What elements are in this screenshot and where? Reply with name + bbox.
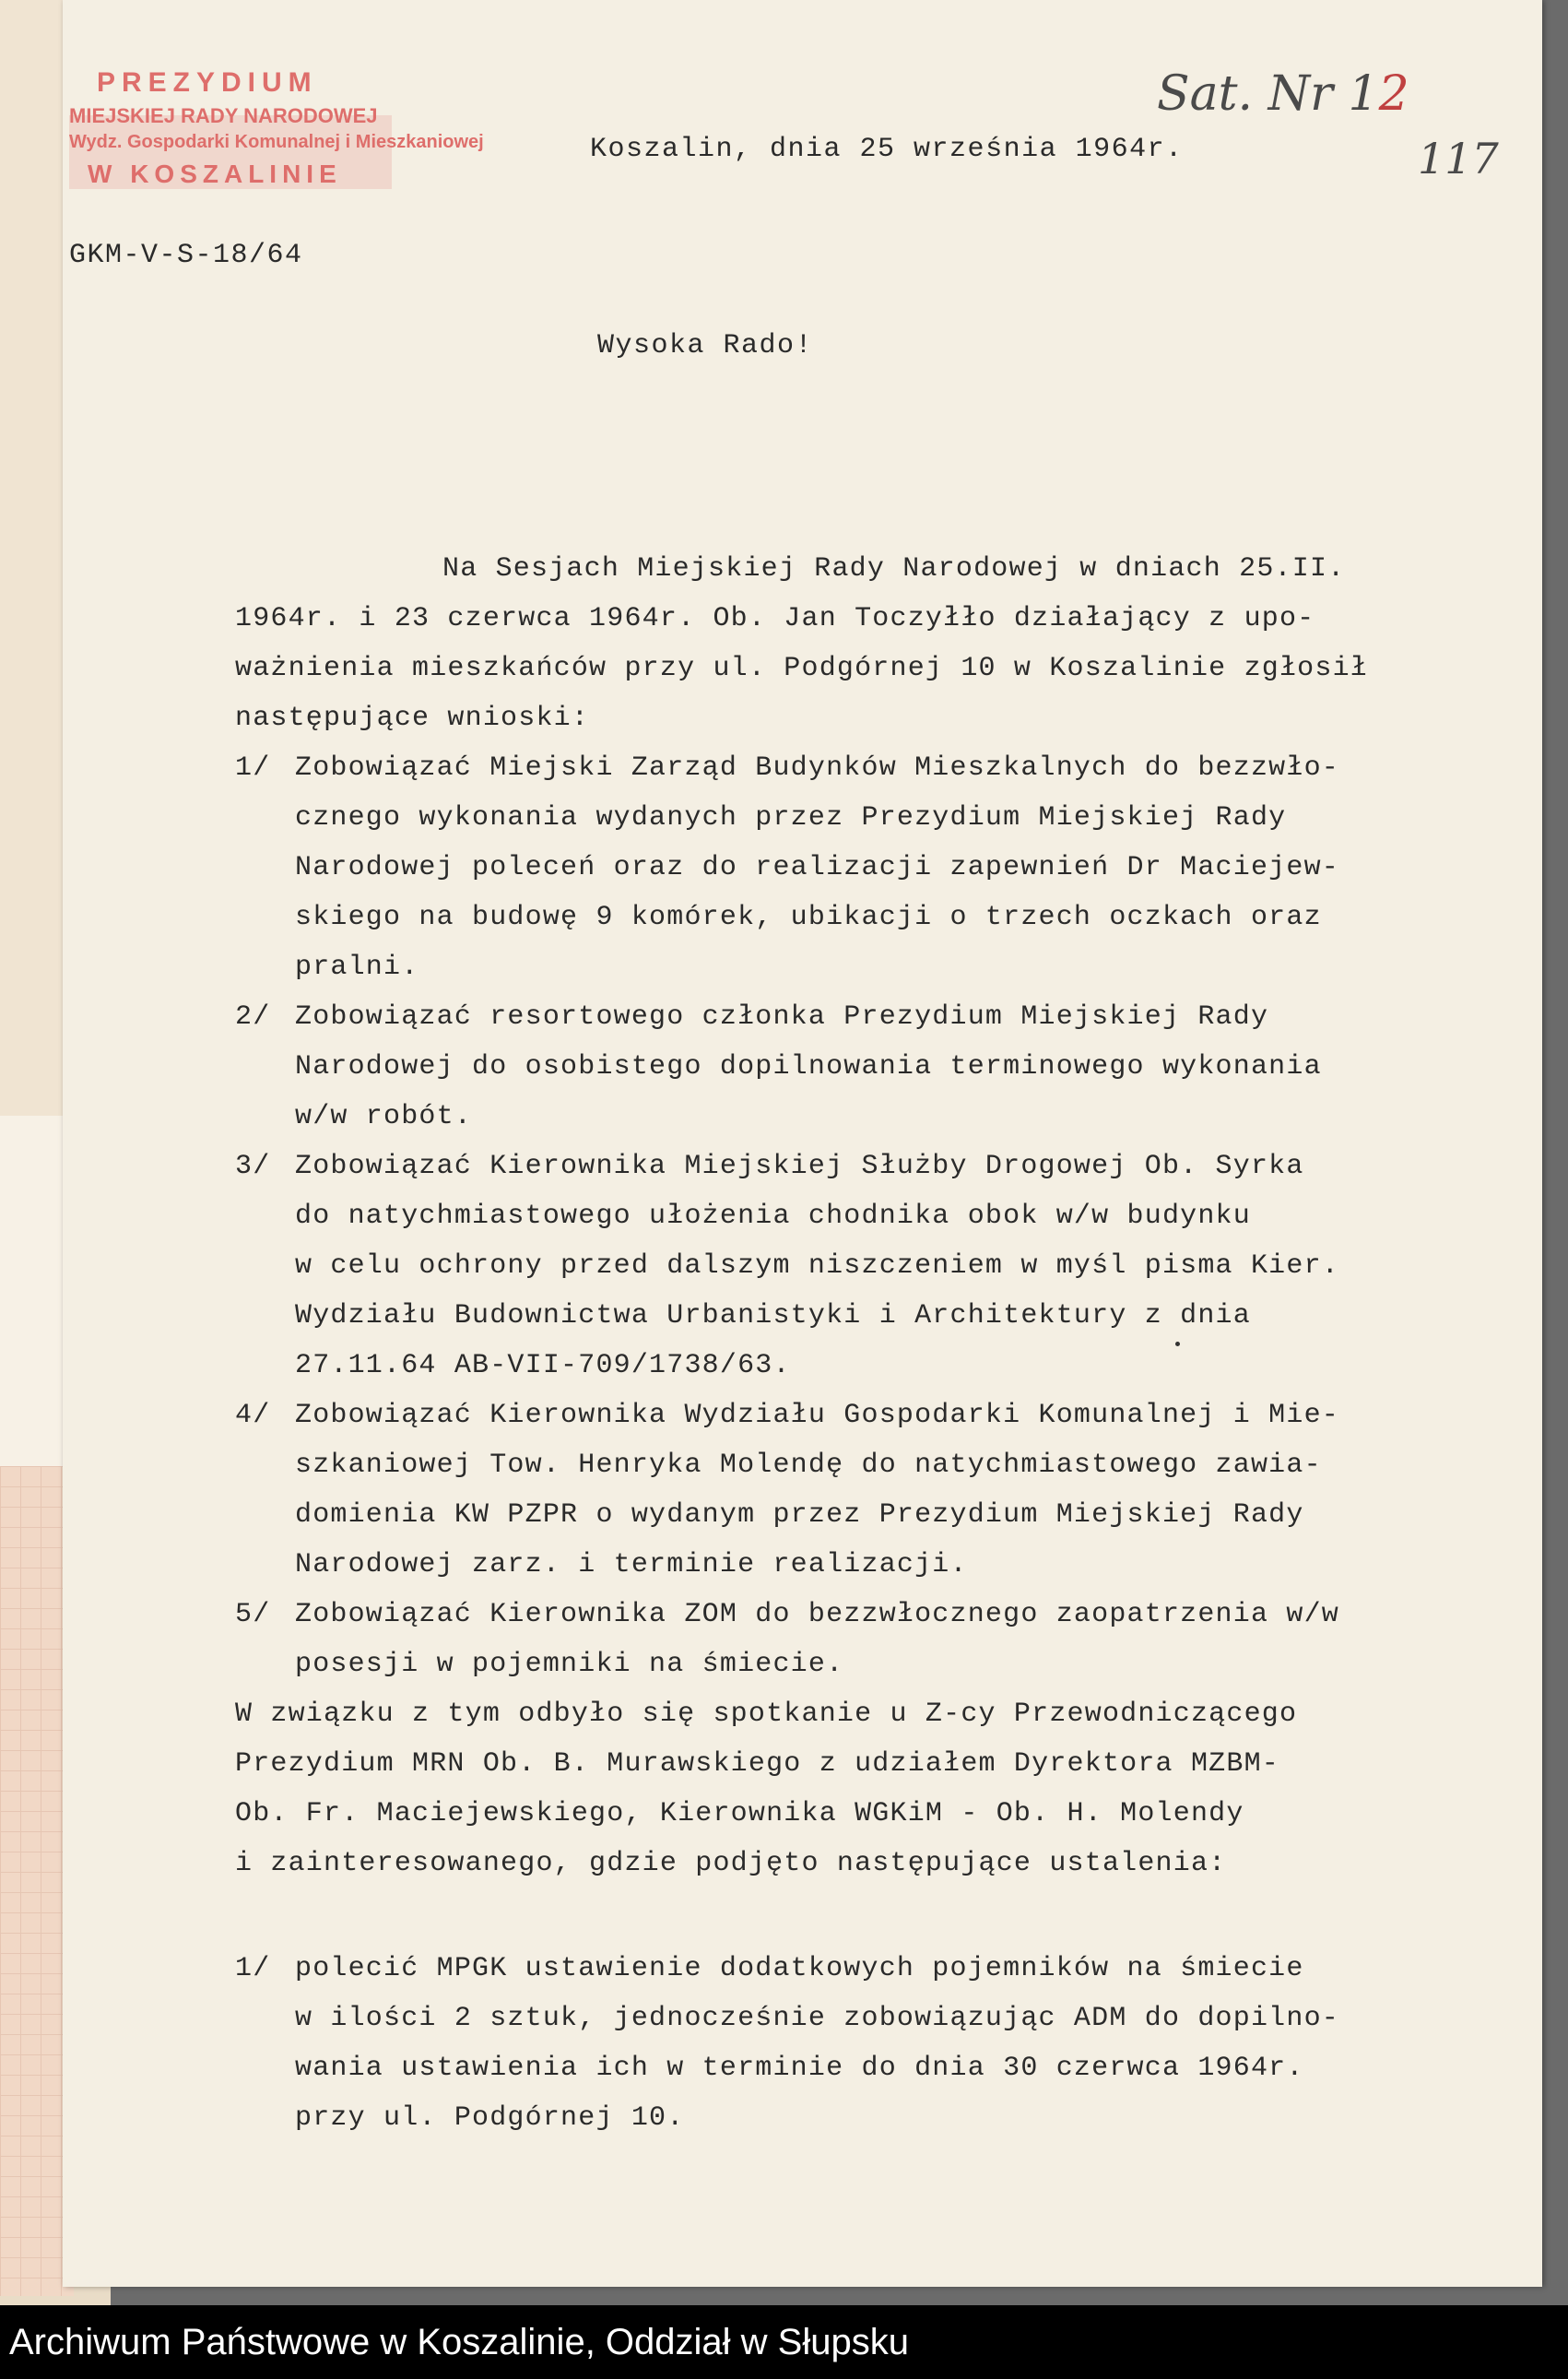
decision-line: przy ul. Podgórnej 10. <box>295 2102 685 2134</box>
item-number: 1/ <box>235 752 271 784</box>
list-item <box>235 1391 1507 1440</box>
decision-item <box>235 1944 1507 1994</box>
handwritten-sat-note <box>1157 66 1409 122</box>
archive-label: Archiwum Państwowe w Koszalinie, Oddział w Słupsku <box>9 2322 909 2362</box>
item-line: szkaniowej Tow. Henryka Molendę do natychmiastowego zawia- <box>295 1450 1322 1481</box>
intro-line: 1964r. i 23 czerwca 1964r. Ob. Jan Toczyłło działający z upo- <box>235 603 1315 634</box>
ink-dot <box>1175 1342 1180 1346</box>
official-stamp <box>69 60 484 221</box>
item-line: Narodowej do osobistego dopilnowania terminowego wykonania <box>295 1051 1322 1083</box>
item-line: w/w robót. <box>295 1101 473 1132</box>
stamp-line: W KOSZALINIE <box>88 160 342 188</box>
letter-body <box>235 544 1507 2143</box>
item-number: 3/ <box>235 1151 271 1182</box>
stamp-line: Wydz. Gospodarki Komunalnej i Mieszkaniowej <box>69 132 484 152</box>
spacer <box>235 1888 1507 1944</box>
item-number: 1/ <box>235 1953 271 1984</box>
item-line: Narodowej poleceń oraz do realizacji zapewnień Dr Maciejew- <box>295 852 1339 883</box>
item-line: skiego na budowę 9 komórek, ubikacji o trzech oczkach oraz <box>295 902 1322 933</box>
item-line: domienia KW PZPR o wydanym przez Prezydium Miejskiej Rady <box>295 1499 1304 1531</box>
item-line: 27.11.64 AB-VII-709/1738/63. <box>295 1350 791 1381</box>
item-line: Zobowiązać resortowego członka Prezydium Miejskiej Rady <box>295 1001 1269 1033</box>
item-line: pralni. <box>295 952 419 983</box>
item-line: Zobowiązać Kierownika ZOM do bezzwłocznego zaopatrzenia w/w <box>295 1599 1339 1630</box>
list-item <box>235 743 1507 793</box>
stamp-line: PREZYDIUM <box>97 67 318 98</box>
decision-line: w ilości 2 sztuk, jednocześnie zobowiązując ADM do dopilno- <box>295 2003 1339 2034</box>
intro-line: następujące wnioski: <box>235 703 590 734</box>
intro-line: Na Sesjach Miejskiej Rady Narodowej w dniach 25.II. <box>442 553 1346 585</box>
list-item <box>235 1590 1507 1639</box>
decision-line: polecić MPGK ustawienie dodatkowych pojemników na śmiecie <box>295 1953 1304 1984</box>
stamp-line: MIEJSKIEJ RADY NARODOWEJ <box>69 104 378 127</box>
item-number: 4/ <box>235 1400 271 1431</box>
folder-strip <box>0 0 66 1116</box>
letter-date: Koszalin, dnia 25 września 1964r. <box>590 134 1184 165</box>
item-line: Zobowiązać Miejski Zarząd Budynków Mieszkalnych do bezzwło- <box>295 752 1339 784</box>
item-line: posesji w pojemniki na śmiecie. <box>295 1649 844 1680</box>
item-number: 5/ <box>235 1599 271 1630</box>
item-line: do natychmiastowego ułożenia chodnika obok w/w budynku <box>295 1201 1251 1232</box>
item-line: cznego wykonania wydanych przez Prezydium Miejskiej Rady <box>295 802 1287 834</box>
reference-number: GKM-V-S-18/64 <box>69 240 303 271</box>
meeting-line: Prezydium MRN Ob. B. Murawskiego z udziałem Dyrektora MZBM- <box>235 1748 1279 1780</box>
item-number: 2/ <box>235 1001 271 1033</box>
item-line: Wydziału Budownictwa Urbanistyki i Architektury z dnia <box>295 1300 1251 1332</box>
list-item <box>235 1142 1507 1191</box>
meeting-line: W związku z tym odbyło się spotkanie u Z-cy Przewodniczącego <box>235 1698 1298 1730</box>
item-line: w celu ochrony przed dalszym niszczeniem w myśl pisma Kier. <box>295 1250 1339 1282</box>
meeting-line: i zainteresowanego, gdzie podjęto następujące ustalenia: <box>235 1848 1227 1879</box>
archive-footer <box>0 2305 1568 2379</box>
salutation: Wysoka Rado! <box>597 330 814 361</box>
handwritten-sat-red: 2 <box>1378 66 1409 122</box>
item-line: Narodowej zarz. i terminie realizacji. <box>295 1549 968 1580</box>
decision-line: wania ustawienia ich w terminie do dnia 30 czerwca 1964r. <box>295 2053 1304 2084</box>
list-item <box>235 992 1507 1042</box>
handwritten-page-number: 117 <box>1418 134 1499 183</box>
meeting-line: Ob. Fr. Maciejewskiego, Kierownika WGKiM - Ob. H. Molendy <box>235 1798 1244 1829</box>
handwritten-sat-text: Sat. Nr 1 <box>1157 66 1379 122</box>
item-line: Zobowiązać Kierownika Wydziału Gospodarki Komunalnej i Mie- <box>295 1400 1339 1431</box>
intro-line: ważnienia mieszkańców przy ul. Podgórnej 10 w Koszalinie zgłosił <box>235 653 1368 684</box>
item-line: Zobowiązać Kierownika Miejskiej Służby Drogowej Ob. Syrka <box>295 1151 1304 1182</box>
